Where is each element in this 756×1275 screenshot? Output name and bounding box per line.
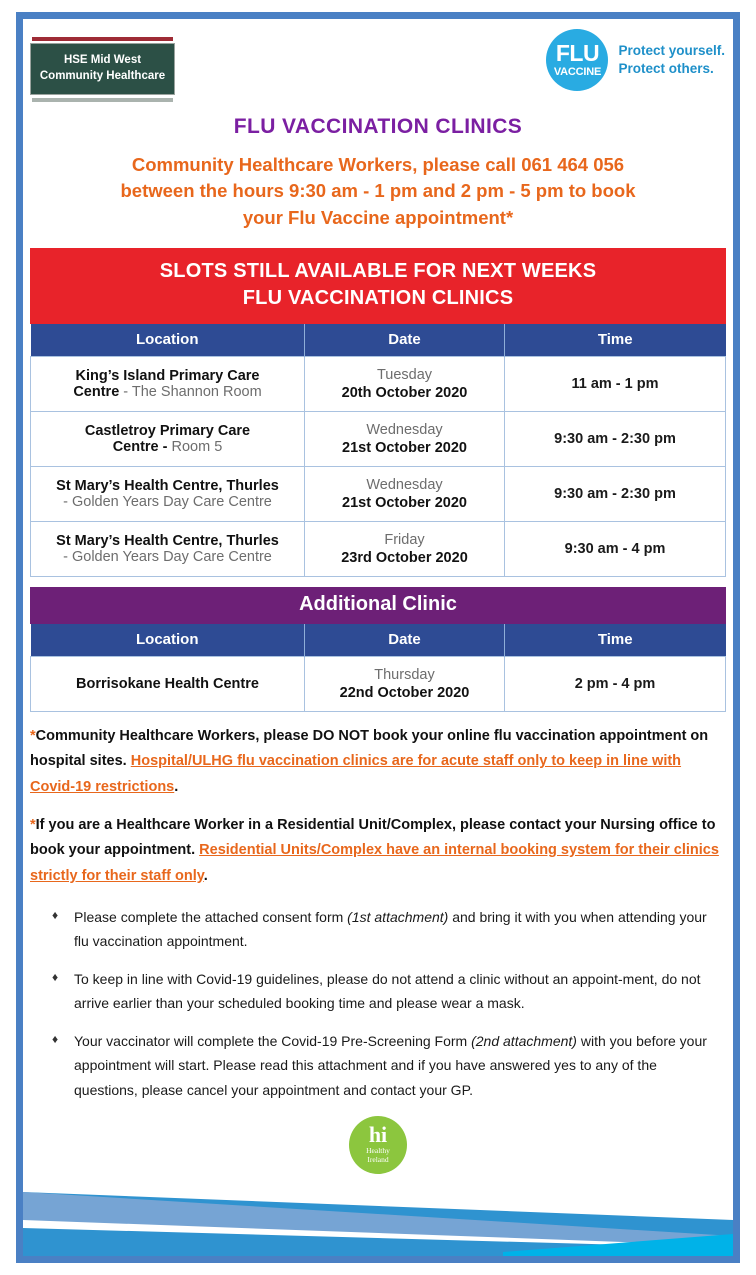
- flu-tagline-line2: Protect others.: [618, 61, 714, 76]
- healthy-ireland-mark: hi: [368, 1122, 388, 1148]
- additional-table-header-location: Location: [31, 624, 305, 657]
- call-instruction-line1: Community Healthcare Workers, please call 061 464 056: [131, 154, 625, 175]
- hse-logo-line2: Community Healthcare: [39, 69, 166, 82]
- footer-wave-svg: [23, 1190, 733, 1256]
- additional-table-header-date: Date: [305, 624, 505, 657]
- clinic-location-name: King’s Island Primary Care: [75, 367, 260, 384]
- additional-table-header-row: [31, 624, 726, 657]
- clinic-location-cell: [31, 521, 305, 576]
- additional-clinic-section: [30, 587, 726, 712]
- clinic-date-full: 21st October 2020: [342, 494, 467, 511]
- note-hospital-booking: [30, 724, 726, 800]
- clinic-date-full: 20th October 2020: [341, 384, 468, 401]
- list-item: [52, 905, 718, 953]
- clinic-location-cell: [31, 356, 305, 411]
- note-residential-unit: [30, 813, 726, 889]
- additional-table-header-time: Time: [505, 624, 726, 657]
- healthy-ireland-line2: Ireland: [367, 1155, 389, 1165]
- flu-logo-tagline: [618, 42, 725, 78]
- clinic-date-day: Friday: [384, 531, 425, 548]
- table-row: [31, 466, 726, 521]
- clinic-time-cell: 2 pm - 4 pm: [505, 656, 726, 711]
- healthy-ireland-line1: Healthy: [366, 1146, 390, 1156]
- flu-vaccine-badge-icon: [546, 29, 608, 91]
- clinic-date-cell: [305, 466, 505, 521]
- slots-available-banner: [30, 248, 726, 324]
- call-instruction: [23, 152, 733, 231]
- clinic-date-full: 21st October 2020: [342, 439, 467, 456]
- clinic-date-day: Wednesday: [366, 476, 443, 493]
- clinic-time-cell: 9:30 am - 4 pm: [505, 521, 726, 576]
- clinic-date-cell: [305, 521, 505, 576]
- flu-tagline-line1: Protect yourself.: [618, 42, 725, 58]
- clinic-date-full: 22nd October 2020: [339, 684, 470, 701]
- note1-end: .: [174, 778, 179, 795]
- clinic-location-name2: Centre: [73, 383, 120, 400]
- additional-clinic-banner: Additional Clinic: [30, 587, 726, 624]
- clinic-date-cell: [305, 356, 505, 411]
- bullet-1-part2: and bring it with you when attending your flu vaccination appointment.: [74, 909, 707, 950]
- bullet-1-part1: Please complete the attached consent form: [74, 909, 348, 926]
- healthy-ireland-subtitle: [366, 1147, 390, 1164]
- poster-content: [23, 19, 733, 1194]
- clinic-location-name: St Mary’s Health Centre, Thurles: [56, 532, 279, 549]
- instructions-list: [30, 905, 726, 1102]
- clinic-location-name: Castletroy Primary Care: [84, 422, 251, 439]
- note1-text: Community Healthcare Workers, please DO NOT book your online flu vaccination appointment on hospital sites.: [30, 727, 709, 770]
- note1-highlight: Hospital/ULHG flu vaccination clinics are for acute staff only to keep in line with Covid-19 restrictions: [30, 753, 682, 795]
- call-instruction-line3: your Flu Vaccine appointment*: [242, 206, 514, 228]
- table-row: [31, 521, 726, 576]
- clinic-location-room: Room 5: [167, 438, 223, 455]
- clinic-date-day: Thursday: [374, 666, 435, 683]
- bullet-3-italic: (2nd attachment): [471, 1033, 577, 1050]
- page-title: FLU VACCINATION CLINICS: [233, 115, 523, 138]
- clinic-time-cell: 9:30 am - 2:30 pm: [505, 466, 726, 521]
- footer-wave-decoration: [23, 1190, 733, 1256]
- clinic-time-cell: 11 am - 1 pm: [505, 356, 726, 411]
- notes-section: [30, 724, 726, 1174]
- table-row: [31, 356, 726, 411]
- hse-logo-top-bar: [32, 37, 173, 41]
- main-table-header-date: Date: [305, 324, 505, 357]
- clinic-date-full: 23rd October 2020: [341, 549, 468, 566]
- table-gap: [23, 577, 733, 583]
- clinic-location-room: - Golden Years Day Care Centre: [63, 548, 272, 565]
- flu-logo-word2: VACCINE: [553, 66, 602, 78]
- healthy-ireland-badge-icon: [349, 1116, 407, 1174]
- hse-logo: [30, 37, 175, 102]
- list-item: [52, 1029, 718, 1101]
- note1-star: *: [30, 727, 36, 744]
- main-clinics-table: [30, 324, 726, 577]
- clinic-location-cell: [31, 656, 305, 711]
- main-clinics-section: [30, 248, 726, 577]
- clinic-date-day: Wednesday: [366, 421, 443, 438]
- clinic-location-cell: [31, 466, 305, 521]
- bullet-3-part1: Your vaccinator will complete the Covid-19 Pre-Screening Form: [74, 1033, 472, 1050]
- header: [23, 19, 733, 105]
- list-item: [52, 967, 718, 1015]
- table-row: [31, 411, 726, 466]
- clinic-location-name2: Centre -: [112, 438, 168, 455]
- call-instruction-line2: between the hours 9:30 am - 1 pm and 2 pm - 5 pm to book: [120, 180, 636, 202]
- bullet-1-italic: (1st attachment): [347, 909, 449, 926]
- note2-highlight: Residential Units/Complex have an internal booking system for their clinics strictly for their staff only: [30, 842, 719, 884]
- bullet-3-part2: with you before your appointment will start. Please read this attachment and if you have answered yes to any of the questions, please cancel your appointment and contact your GP.: [74, 1033, 707, 1098]
- clinic-time-cell: 9:30 am - 2:30 pm: [505, 411, 726, 466]
- clinic-location-room: - Golden Years Day Care Centre: [63, 493, 272, 510]
- bullet-2-part1: To keep in line with Covid-19 guidelines, please do not attend a clinic without an appoint-ment, do not arrive earlier than your scheduled booking time and please wear a mask.: [74, 971, 701, 1012]
- note2-end: .: [203, 867, 208, 884]
- healthy-ireland-logo: [30, 1116, 726, 1174]
- clinic-date-day: Tuesday: [376, 366, 433, 383]
- hse-logo-box: [30, 43, 175, 95]
- table-row: [31, 656, 726, 711]
- clinic-date-cell: [305, 411, 505, 466]
- clinic-date-cell: [305, 656, 505, 711]
- note2-text: If you are a Healthcare Worker in a Residential Unit/Complex, please contact your Nursing office to book your appointment.: [30, 816, 716, 859]
- flu-vaccine-logo: [546, 29, 725, 91]
- clinic-location-room: - The Shannon Room: [119, 383, 262, 400]
- clinic-location-cell: [31, 411, 305, 466]
- clinic-location-name: Borrisokane Health Centre: [76, 675, 259, 692]
- main-table-header-row: [31, 324, 726, 357]
- hse-logo-line1: HSE Mid West: [63, 54, 142, 66]
- main-table-header-location: Location: [31, 324, 305, 357]
- hse-logo-bottom-bar: [32, 98, 173, 102]
- clinic-location-name: St Mary’s Health Centre, Thurles: [56, 477, 279, 494]
- slots-banner-line2: FLU VACCINATION CLINICS: [242, 286, 514, 309]
- main-table-header-time: Time: [505, 324, 726, 357]
- additional-clinics-table: [30, 624, 726, 712]
- note2-star: *: [30, 816, 36, 833]
- slots-banner-line1: SLOTS STILL AVAILABLE FOR NEXT WEEKS: [159, 259, 597, 282]
- flu-logo-word1: FLU: [555, 40, 600, 66]
